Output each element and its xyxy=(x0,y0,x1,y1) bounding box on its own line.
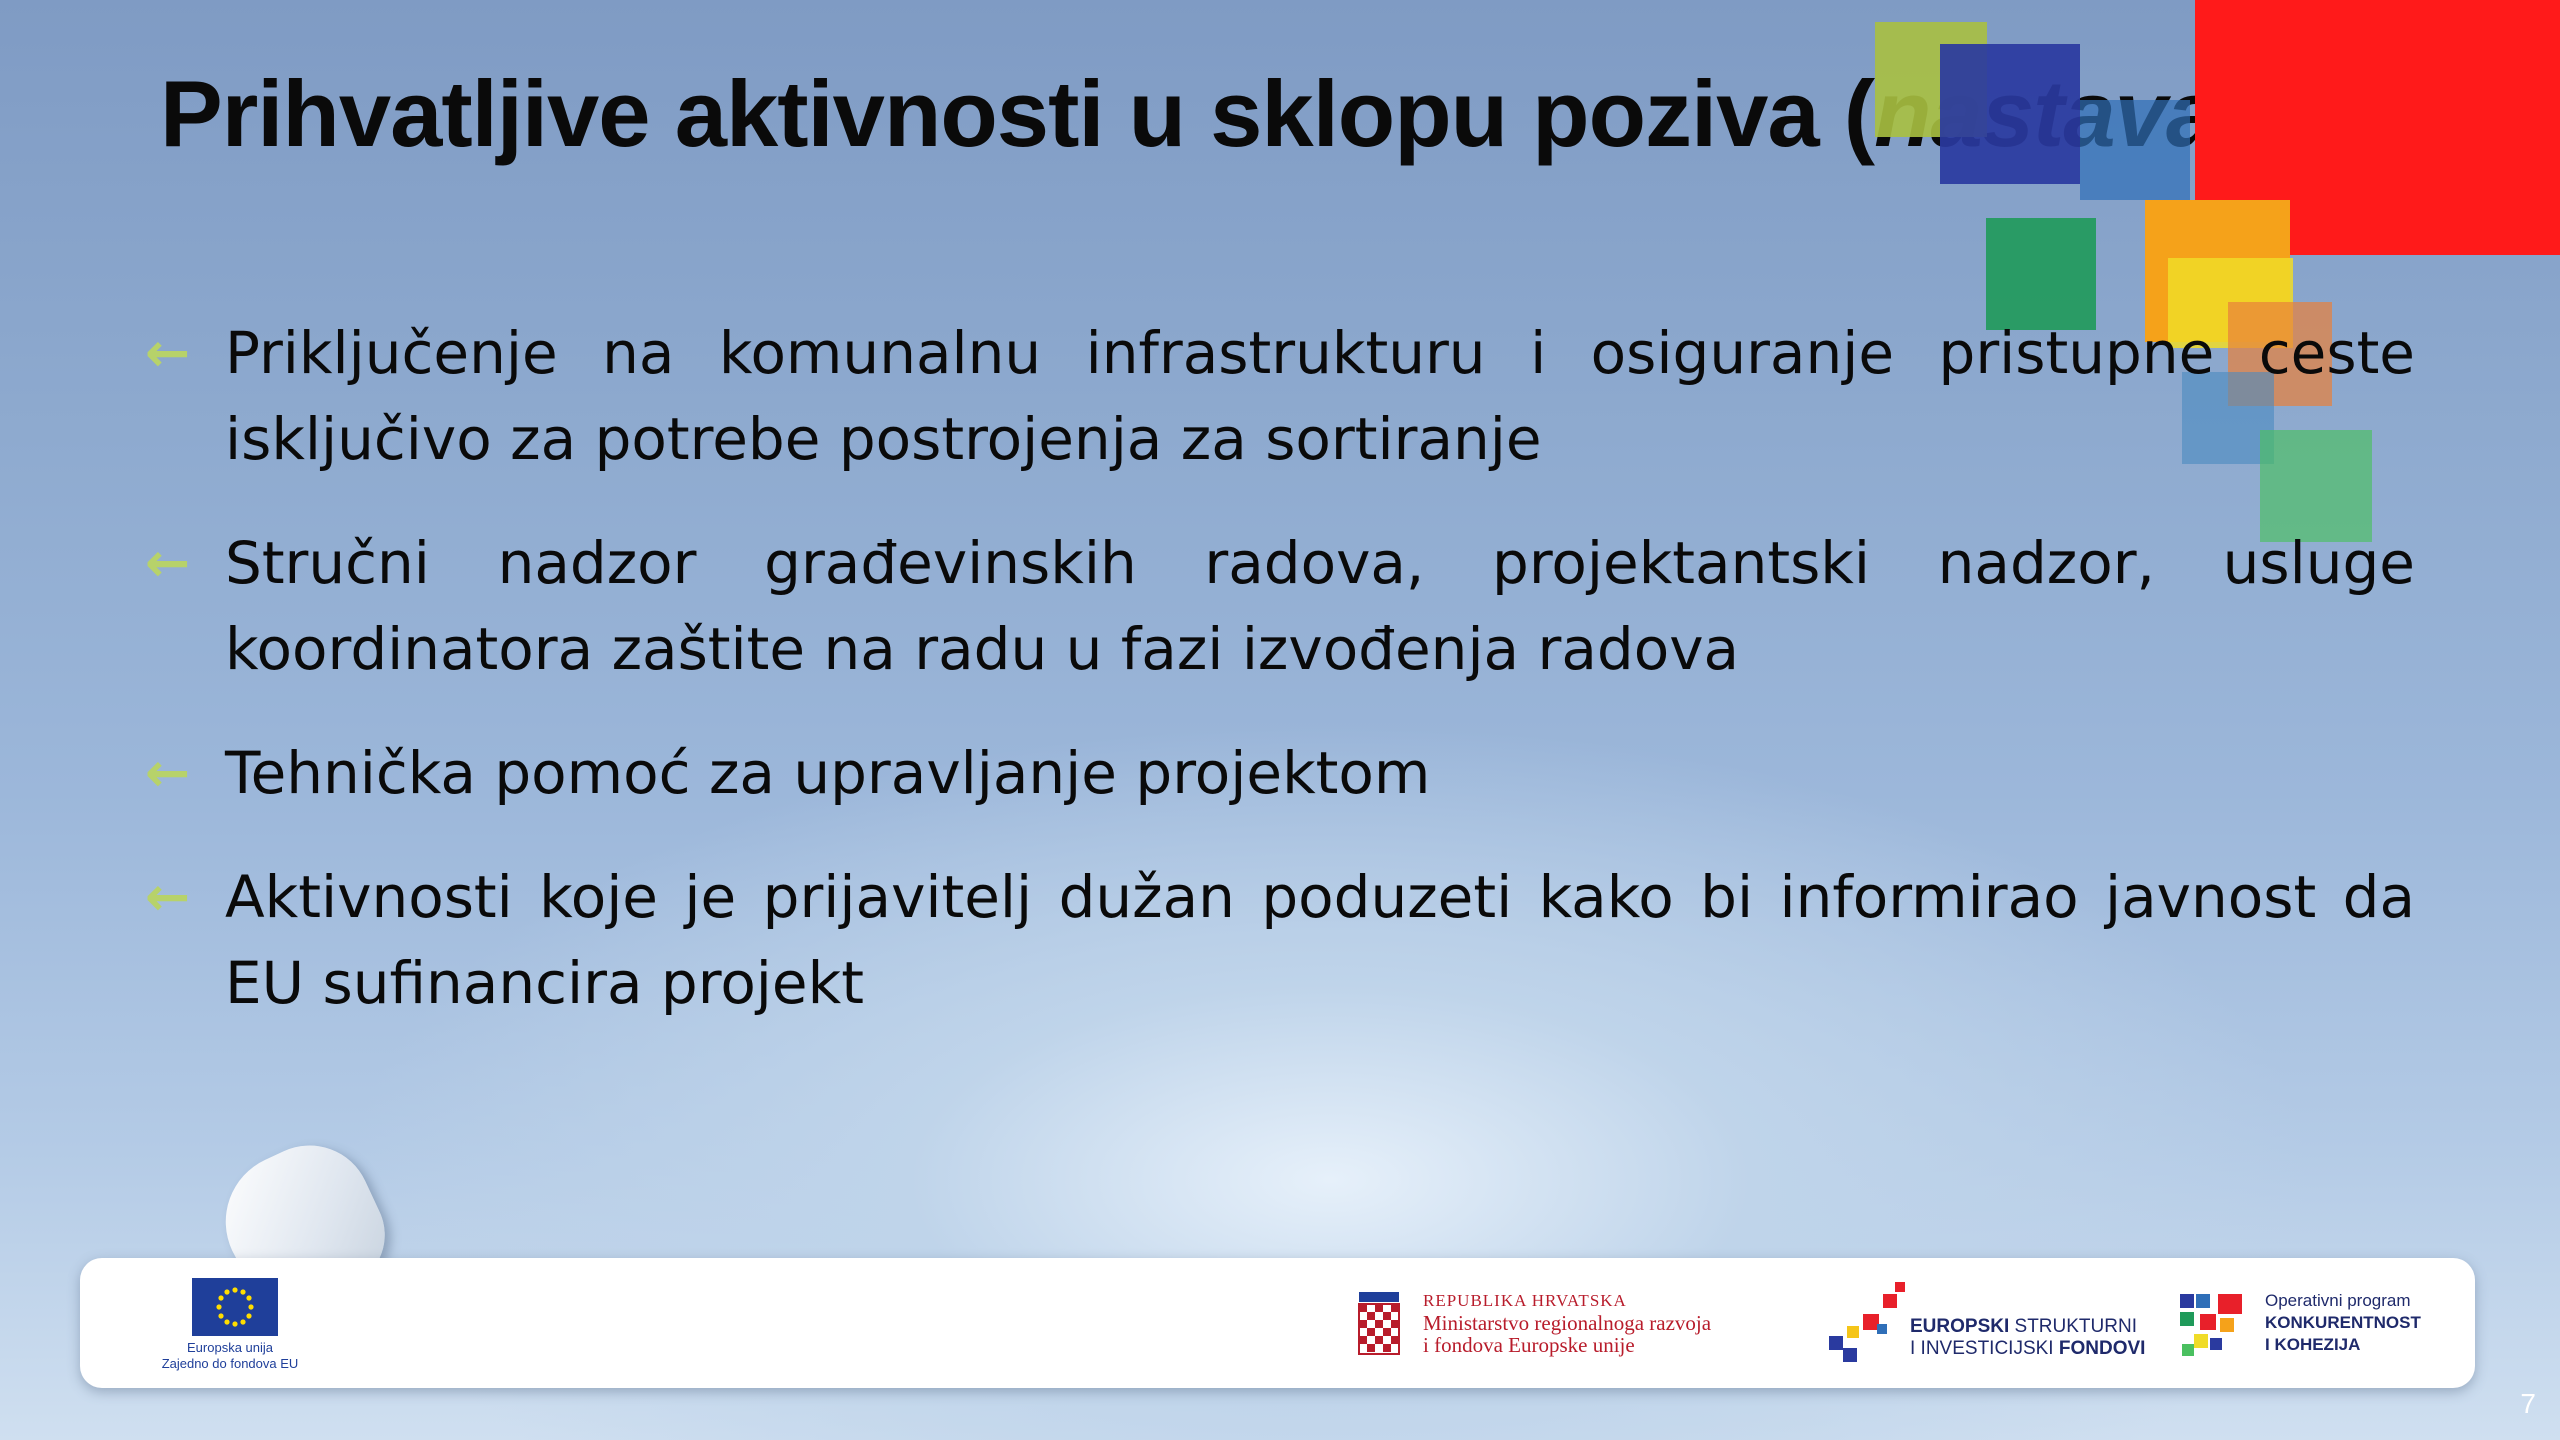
arrow-bullet-icon: ← xyxy=(145,531,191,594)
esif-text xyxy=(1910,1316,2145,1360)
esif-logo xyxy=(1825,1280,2146,1370)
bullet-text: Stručni nadzor građevinskih radova, projektantski nadzor, usluge koordinatora zaštite na radu u fazi izvođenja radova xyxy=(225,529,2415,683)
opk-line2: KONKURENTNOST xyxy=(2265,1313,2421,1332)
title-main: Prihvatljive aktivnosti u sklopu poziva ( xyxy=(160,61,1875,166)
opk-line3: I KOHEZIJA xyxy=(2265,1335,2361,1354)
opk-line1: Operativni program xyxy=(2265,1291,2411,1310)
eu-caption-line1: Europska unija xyxy=(187,1340,273,1355)
eu-caption xyxy=(120,1340,340,1372)
bullet-item-supervision xyxy=(145,520,2415,692)
arrow-bullet-icon: ← xyxy=(145,741,191,804)
bullet-text: Priključenje na komunalnu infrastrukturu i osiguranje pristupne ceste isključivo za potrebe postrojenja za sortiranje xyxy=(225,319,2415,473)
opk-text xyxy=(2265,1290,2421,1356)
esif-line1: EUROPSKI STRUKTURNI xyxy=(1910,1316,2137,1337)
bullet-item-publicity xyxy=(145,854,2415,1026)
ministry-logo xyxy=(1355,1290,1785,1370)
arrow-bullet-icon: ← xyxy=(145,321,191,384)
esif-line2: I INVESTICIJSKI FONDOVI xyxy=(1910,1338,2146,1359)
ministry-text xyxy=(1423,1290,1711,1356)
ministry-line3: i fondova Europske unije xyxy=(1423,1333,1635,1357)
eu-logo xyxy=(120,1278,300,1378)
bullet-text: Aktivnosti koje je prijavitelj dužan poduzeti kako bi informirao javnost da EU sufinancira projekt xyxy=(225,863,2415,1017)
ministry-line2: Ministarstvo regionalnoga razvoja xyxy=(1423,1311,1712,1335)
ministry-line1: REPUBLIKA HRVATSKA xyxy=(1423,1291,1627,1310)
eu-caption-line2: Zajedno do fondova EU xyxy=(161,1356,299,1371)
footer-logo-bar xyxy=(80,1258,2475,1388)
arrow-bullet-icon: ← xyxy=(145,865,191,928)
esif-mark-icon xyxy=(1825,1280,1915,1370)
bullet-text: Tehnička pomoć za upravljanje projektom xyxy=(225,739,1431,807)
bullet-list xyxy=(145,310,2415,1064)
op-cohesion-mark-icon xyxy=(2180,1294,2246,1360)
op-competitiveness-logo xyxy=(2180,1290,2440,1370)
eu-stars-icon xyxy=(192,1278,278,1336)
eu-flag-icon xyxy=(192,1278,278,1336)
croatian-coat-of-arms-icon xyxy=(1355,1292,1403,1358)
bullet-item-connection xyxy=(145,310,2415,482)
bullet-item-technical-assistance xyxy=(145,730,2415,816)
page-number: 7 xyxy=(2520,1388,2536,1419)
